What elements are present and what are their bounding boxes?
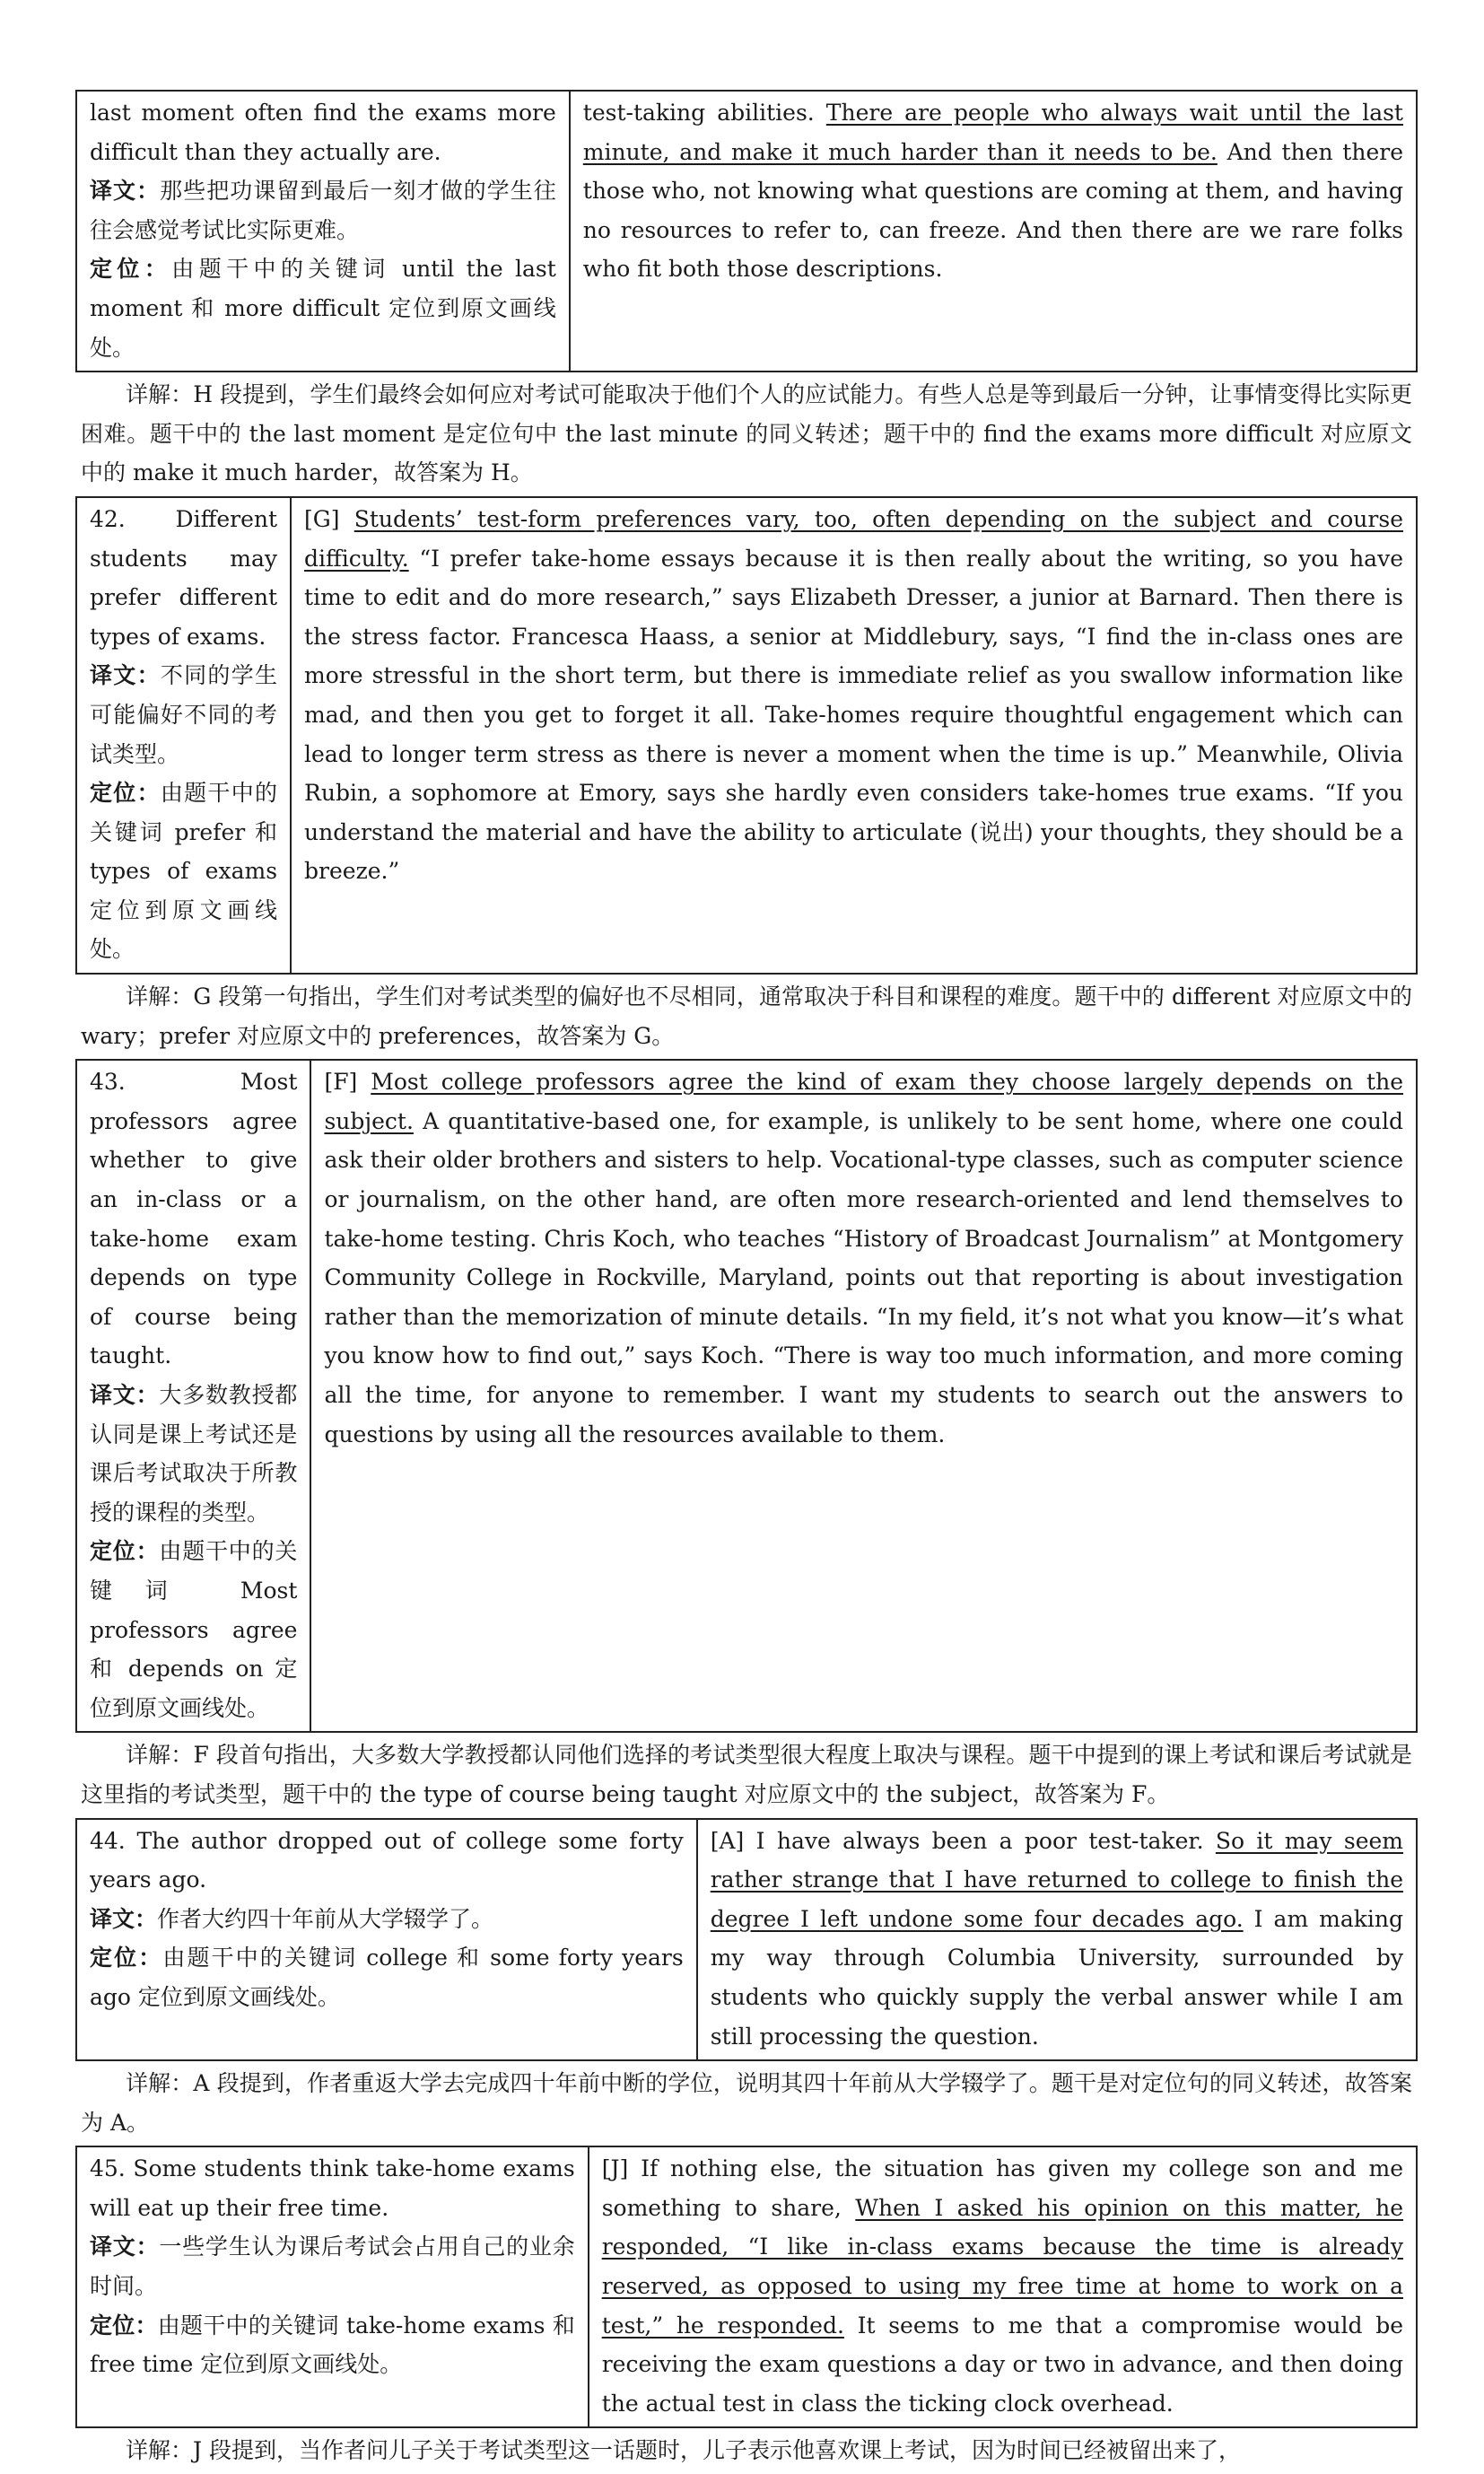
explanation-paragraph: 详解：F 段首句指出，大多数大学教授都认同他们选择的考试类型很大程度上取决与课程。题干中提到的课上考试和课后考试就是这里指的考试类型，题干中的 the type of course being taught 对应原文中的 the subject，故答案为 F。 — [81, 1742, 1412, 1807]
underlined-passage-sentence: There are people who always wait until the last minute, and make it much harder than it needs to be. — [582, 100, 1403, 165]
question-statement: 42. Different students may prefer different types of exams. — [90, 505, 278, 650]
locate-text: 由题干中的关键词 take-home exams 和 free time 定位到原文画线处。 — [90, 2312, 575, 2378]
question-table — [75, 496, 1418, 975]
question-table — [75, 1818, 1418, 2062]
passage-text: And then there those who, not knowing what questions are coming at them, and having no resources to refer to, can freeze. And then there are we rare folks who fit both those descriptions. — [582, 138, 1404, 283]
passage-text: [F] — [324, 1069, 371, 1096]
passage-cell — [310, 1060, 1417, 1732]
explanation-paragraph: 详解：J 段提到，当作者问儿子关于考试类型这一话题时，儿子表示他喜欢课上考试，因为时间已经被留出来了， — [126, 2437, 1241, 2464]
translation-text: 一些学生认为课后考试会占用自己的业余时间。 — [90, 2234, 575, 2300]
translation-label: 译文： — [90, 662, 161, 689]
locate-text: 由题干中的关键词 until the last moment 和 more difficult 定位到原文画线处。 — [90, 256, 556, 361]
locate-label: 定位： — [90, 256, 172, 283]
passage-cell — [291, 497, 1417, 974]
translation-text: 大多数教授都认同是课上考试还是课后考试取决于所教授的课程的类型。 — [90, 1382, 298, 1525]
passage-cell — [697, 1819, 1417, 2061]
translation-text: 不同的学生可能偏好不同的考试类型。 — [90, 662, 278, 767]
question-cell — [76, 1819, 697, 2061]
translation-label: 译文： — [90, 2234, 160, 2260]
underlined-passage-sentence: So it may seem rather strange that I have returned to college to finish the degree I left undone some four decades ago. — [710, 1827, 1403, 1932]
question-cell — [76, 1060, 310, 1732]
question-cell — [76, 91, 570, 372]
translation-label: 译文： — [90, 1382, 160, 1408]
locate-text: 由题干中的关键词 prefer 和 types of exams 定位到原文画线处。 — [90, 780, 278, 963]
question-table — [75, 1059, 1418, 1733]
passage-text: “I prefer take-home essays because it is then really about the writing, so you have time to edit and do more research,” says Elizabeth Dresser, a junior at Barnard. Then there is the stress factor. Francesca Haass, a senior at Middlebury, says, “I find the in-class ones are more stressful in the short term, but there is immediate relief as you swallow information like mad, and then you get to forget it all. Take-homes require thoughtful engagement which can lead to longer term stress as there is never a moment when the time is up.” Meanwhile, Olivia Rubin, a sophomore at Emory, says she hardly even considers take-homes true exams. “If you understand the material and have the ability to articulate (说出) your thoughts, they should be a breeze.” — [304, 545, 1403, 885]
explanation-paragraph: 详解：G 段第一句指出，学生们对考试类型的偏好也不尽相同，通常取决于科目和课程的难度。题干中的 different 对应原文中的 wary；prefer 对应原文中的 preferences，故答案为 G。 — [81, 983, 1412, 1049]
underlined-passage-sentence: When I asked his opinion on this matter, he responded, “I like in-class exams because the time is already reserved, as opposed to using my free time at home to work on a test,” he responded. — [601, 2194, 1403, 2338]
locate-label: 定位： — [90, 780, 161, 807]
locate-label: 定位： — [90, 1538, 160, 1565]
passage-text: [A] I have always been a poor test-taker. — [710, 1827, 1216, 1854]
translation-text: 作者大约四十年前从大学辍学了。 — [157, 1905, 494, 1932]
translation-text: 那些把功课留到最后一刻才做的学生往往会感觉考试比实际更难。 — [90, 178, 556, 243]
passage-cell — [570, 91, 1417, 372]
passage-text: It seems to me that a compromise would be receiving the exam questions a day or two in advance, and then doing the actual test in class the ticking clock overhead. — [601, 2312, 1403, 2417]
question-statement: 45. Some students think take-home exams will eat up their free time. — [90, 2155, 575, 2221]
question-table — [75, 90, 1418, 372]
locate-text: 由题干中的关键词 Most professors agree 和 depends on 定位到原文画线处。 — [90, 1538, 298, 1721]
translation-label: 译文： — [90, 178, 161, 205]
question-table — [75, 2146, 1418, 2428]
underlined-passage-sentence: Most college professors agree the kind of exam they choose largely depends on the subject. — [324, 1069, 1403, 1134]
passage-text: [G] — [304, 505, 354, 532]
question-statement: last moment often find the exams more difficult than they actually are. — [90, 100, 556, 165]
question-cell — [76, 497, 291, 974]
locate-label: 定位： — [90, 1945, 163, 1971]
question-statement: 43. Most professors agree whether to give an in-class or a take-home exam depends on type of course being taught. — [90, 1069, 298, 1369]
passage-text: A quantitative-based one, for example, is unlikely to be sent home, where one could ask their older brothers and sisters to help. Vocational-type classes, such as computer science or journalism, on the other hand, are often more research-oriented and lend themselves to take-home testing. Chris Koch, who teaches “History of Broadcast Journalism” at Montgomery Community College in Rockville, Maryland, points out that reporting is about investigation rather than the memorization of minute details. “In my field, it’s not what you know—it’s what you know how to find out,” says Koch. “There is way too much information, and more coming all the time, for anyone to remember. I want my students to search out the answers to questions by using all the resources available to them. — [324, 1107, 1403, 1447]
passage-text: [J] If nothing else, the situation has given my college son and me something to share, — [601, 2155, 1403, 2221]
explanation-paragraph: 详解：H 段提到，学生们最终会如何应对考试可能取决于他们个人的应试能力。有些人总是等到最后一分钟，让事情变得比实际更困难。题干中的 the last moment 是定位句中 the last minute 的同义转述；题干中的 find the exams more difficult 对应原文中的 make it much harder，故答案为 H。 — [81, 381, 1412, 486]
locate-label: 定位： — [90, 2312, 158, 2338]
translation-label: 译文： — [90, 1905, 158, 1932]
passage-cell — [589, 2146, 1417, 2427]
question-cell — [76, 2146, 589, 2427]
explanation-paragraph: 详解：A 段提到，作者重返大学去完成四十年前中断的学位，说明其四十年前从大学辍学了。题干是对定位句的同义转述，故答案为 A。 — [81, 2070, 1412, 2136]
passage-text: test-taking abilities. — [582, 100, 826, 126]
underlined-passage-sentence: Students’ test-form preferences vary, too, often depending on the subject and course difficulty. — [304, 505, 1403, 572]
passage-text: I am making my way through Columbia University, surrounded by students who quickly supply the verbal answer while I am still processing the question. — [710, 1905, 1403, 2050]
document-page — [75, 90, 1418, 2474]
locate-text: 由题干中的关键词 college 和 some forty years ago 定位到原文画线处。 — [90, 1945, 684, 2010]
question-statement: 44. The author dropped out of college some forty years ago. — [90, 1827, 684, 1893]
